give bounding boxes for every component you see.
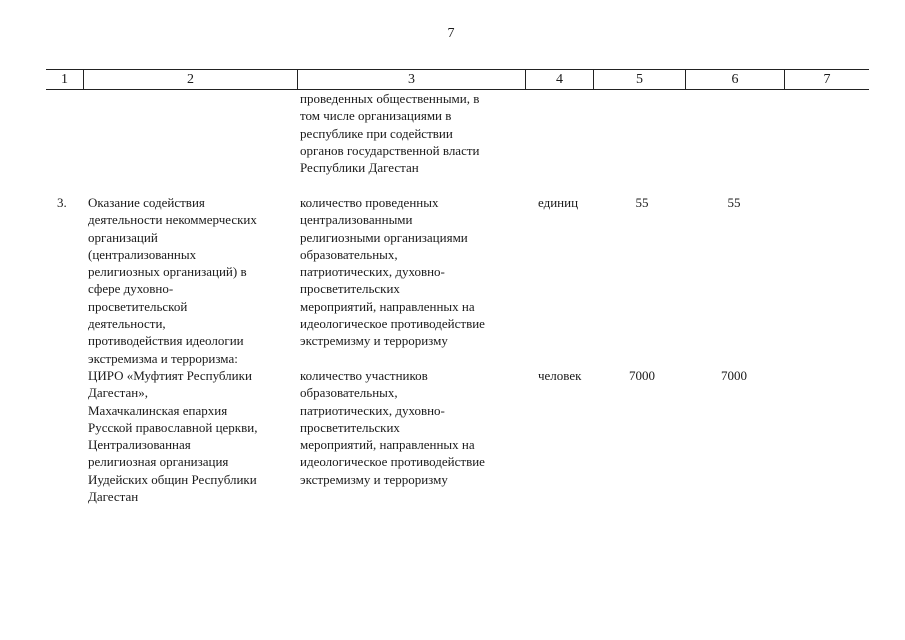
header-col-1: 1 xyxy=(61,72,68,87)
continuation-col3-text: проведенных общественными, в том числе организациями в республике при содействии органов государственной власти Республики Дагестан xyxy=(300,91,480,176)
indicator2-unit: человек xyxy=(538,368,582,383)
header-col-7: 7 xyxy=(784,70,869,89)
header-col-3: 3 xyxy=(297,70,525,89)
indicator1-description: количество проведенных централизованными религиозными организациями образовательных, патриотических, духовно- просветительских мероприятий, направленных на идеологическое противодействие экстремизму и терроризму xyxy=(300,195,485,349)
indicator1-col5-value: 55 xyxy=(635,195,649,210)
header-col-5: 5 xyxy=(593,70,685,89)
page-number: 7 xyxy=(447,26,455,41)
indicator2-col6-value: 7000 xyxy=(721,368,747,383)
indicator2-description: количество участников образовательных, патриотических, духовно- просветительских мероприятий, направленных на идеологическое противодействие экстремизму и терроризму xyxy=(300,368,485,487)
indicator1-col6-value: 55 xyxy=(727,195,741,210)
header-col-6: 6 xyxy=(685,70,784,89)
table-header-row xyxy=(46,69,869,90)
header-col-4: 4 xyxy=(525,70,593,89)
indicator2-col5-value: 7000 xyxy=(629,368,655,383)
indicator1-unit: единиц xyxy=(538,195,579,210)
row-number: 3. xyxy=(57,195,67,210)
header-col-2: 2 xyxy=(83,70,297,89)
row3-activity-description: Оказание содействия деятельности некоммерческих организаций (централизованных религиозных организаций) в сфере духовно- просветительской деятельности, противодействия идеологии экстремизма и терроризма: ЦИРО «Муфтият Республики Дагестан», Махачкалинская епархия Русской православной церкви, Централизованная религиозная организация Иудейских общин Республики Дагестан xyxy=(88,195,258,505)
